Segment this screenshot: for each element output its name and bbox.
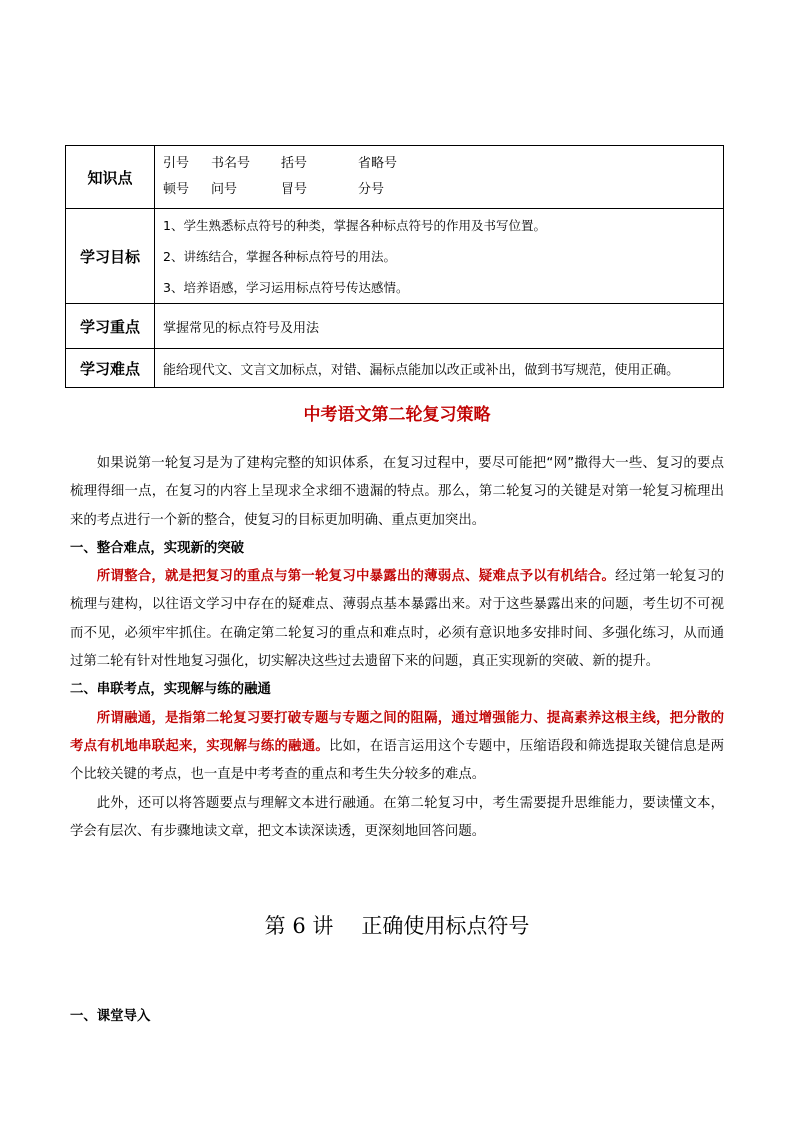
knowledge-line-1 [163, 151, 715, 177]
section2-emphasis: 所谓融通，是指第二轮复习要打破专题与专题之间的阻隔，通过增强能力、提高素养这根主线，把分散的考点有机地串联起来，实现解与练的融通。 [70, 710, 724, 754]
knowledge-item: 括号 [281, 156, 308, 171]
intro-paragraph: 如果说第一轮复习是为了建构完整的知识体系，在复习过程中，要尽可能把“网”撒得大一些、复习的要点梳理得细一点，在复习的内容上呈现求全求细不遗漏的特点。那么，第二轮复习的关键是对第一轮复习梳理出来的考点进行一个新的整合，使复习的目标更加明确、重点更加突出。 [70, 456, 724, 528]
goals-label: 学习目标 [66, 209, 155, 304]
knowledge-item: 书名号 [211, 156, 251, 171]
lecture-title: 正确使用标点符号 [361, 914, 530, 938]
goal-item: 1、学生熟悉标点符号的种类，掌握各种标点符号的作用及书写位置。 [163, 217, 546, 233]
section1-emphasis: 所谓整合，就是把复习的重点与第一轮复习中暴露出的薄弱点、疑难点予以有机结合。 [96, 569, 616, 585]
difficulty-label: 学习难点 [66, 349, 155, 388]
section1-body: 经过第一轮复习的梳理与建构，以往语文学习中存在的疑难点、薄弱点基本暴露出来。对于这些暴露出来的问题，考生切不可视而不见，必须牢牢抓住。在确定第二轮复习的重点和难点时，必须有意识地多安排时间、多强化练习，从而通过第二轮有针对性地复习强化，切实解决这些过去遗留下来的问题，真正实现新的突破、新的提升。 [70, 569, 724, 670]
difficulty-text: 能给现代文、文言文加标点，对错、漏标点能加以改正或补出，做到书写规范，使用正确。 [155, 349, 724, 388]
knowledge-label: 知识点 [66, 146, 155, 209]
section2-paragraph [70, 705, 724, 790]
knowledge-item: 顿号 [163, 182, 190, 197]
lesson-info-table [65, 145, 724, 388]
goal-item: 2、讲练结合，掌握各种标点符号的用法。 [163, 248, 396, 264]
focus-row [66, 304, 724, 349]
knowledge-line-2 [163, 177, 715, 203]
section2-heading: 二、串联考点，实现解与练的融通 [70, 682, 271, 698]
strategy-title: 中考语文第二轮复习策略 [303, 405, 491, 425]
difficulty-row [66, 349, 724, 388]
goal-item: 3、培养语感，学习运用标点符号传达感情。 [163, 279, 409, 295]
knowledge-content [155, 146, 724, 209]
lecture-heading [0, 910, 794, 940]
section2-body: 比如，在语言运用这个专题中，压缩语段和筛选提取关键信息是两个比较关键的考点，也一直是中考考查的重点和考生失分较多的难点。 [70, 738, 724, 783]
focus-label: 学习重点 [66, 304, 155, 349]
knowledge-item: 分号 [358, 182, 385, 197]
goals-row [66, 209, 724, 304]
lecture-number: 第 6 讲 [264, 914, 334, 938]
section1-paragraph [70, 563, 724, 676]
goals-content [155, 209, 724, 304]
focus-text: 掌握常见的标点符号及用法 [155, 304, 724, 349]
knowledge-item: 引号 [163, 156, 190, 171]
section2-extra-paragraph: 此外，还可以将答题要点与理解文本进行融通。在第二轮复习中，考生需要提升思维能力，要读懂文本，学会有层次、有步骤地读文章，把文本读深读透，更深刻地回答问题。 [70, 795, 724, 839]
section1-heading: 一、整合难点，实现新的突破 [70, 540, 245, 556]
knowledge-item: 省略号 [358, 156, 398, 171]
strategy-body [70, 450, 724, 846]
knowledge-item: 问号 [211, 182, 238, 197]
knowledge-item: 冒号 [281, 182, 308, 197]
knowledge-row [66, 146, 724, 209]
section-intro-heading: 一、课堂导入 [70, 1009, 151, 1024]
